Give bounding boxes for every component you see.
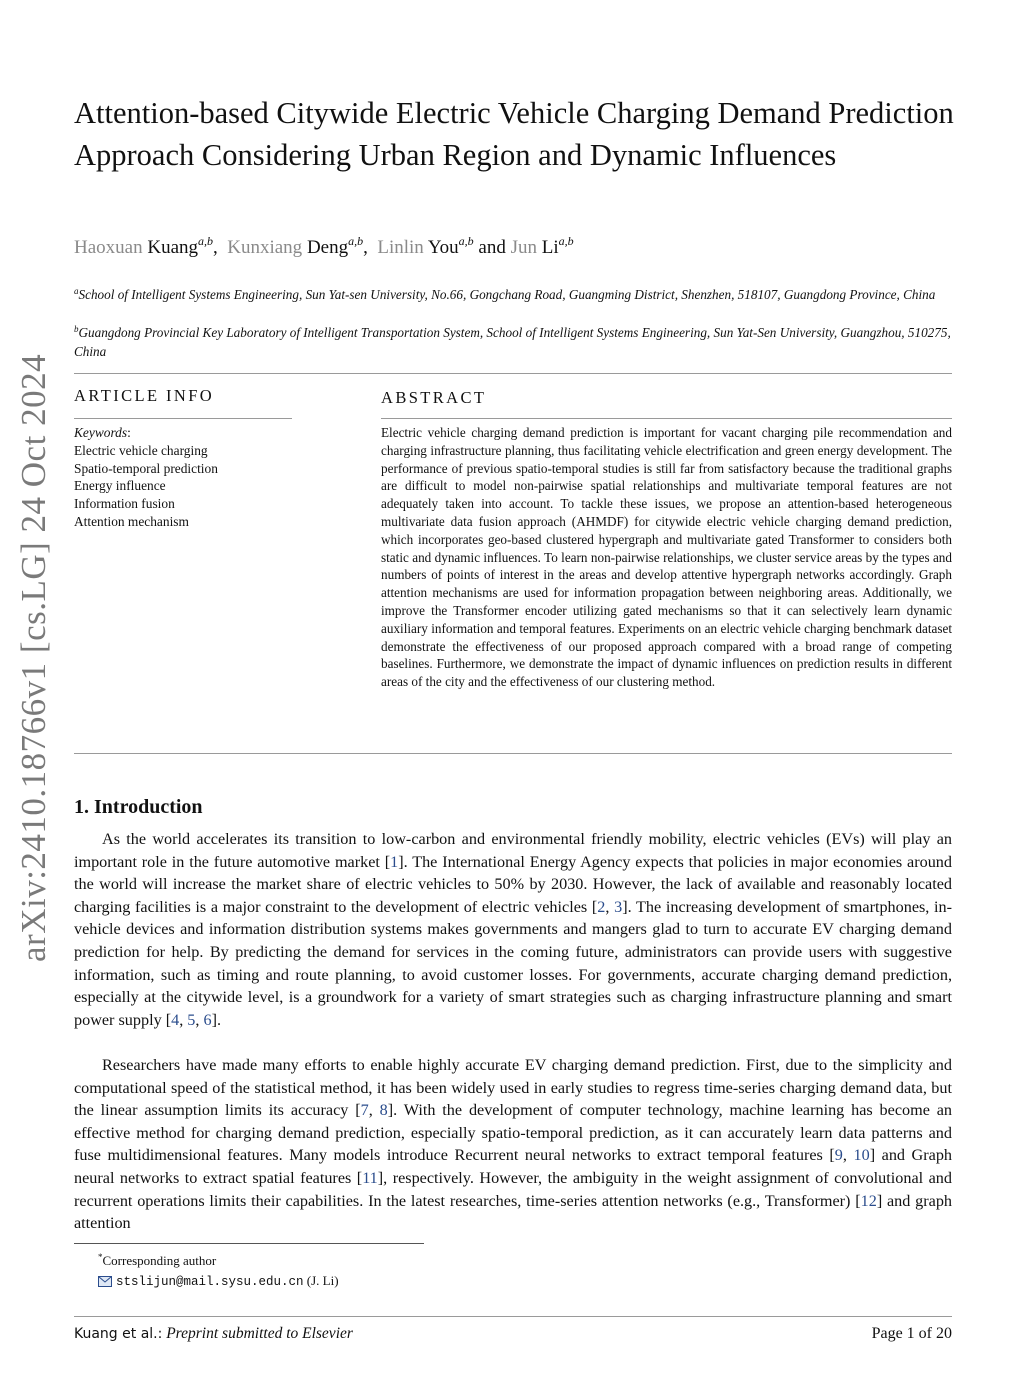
running-footer xyxy=(74,1325,353,1343)
keyword-item: Energy influence xyxy=(74,478,166,494)
affiliation-text: Guangdong Provincial Key Laboratory of Intelligent Transportation System, School of Intelligent Systems Engineering, Sun Yat-Sen University, Guangzhou, 510275, China xyxy=(74,325,951,359)
footer-authors: Kuang et al.: xyxy=(74,1326,163,1342)
citation-link[interactable]: 9 xyxy=(834,1146,843,1165)
citation-link[interactable]: 5 xyxy=(187,1010,196,1029)
author-3[interactable] xyxy=(377,234,474,258)
section-heading-introduction: 1. Introduction xyxy=(74,796,203,818)
citation-link[interactable]: 3 xyxy=(614,897,623,916)
author-family-name: Deng xyxy=(306,237,349,258)
intro-paragraph-2: Researchers have made many efforts to enable highly accurate EV charging demand prediction. First, due to the simplicity and computational speed of the statistical method, it has been widely used in early studies to regress time-series charging demand data, but the linear assumption limits its accuracy [7, 8]. With the development of computer technology, machine learning has become an effective method for charging demand prediction, especially spatio-temporal prediction, as it can accurately learn data patterns and fuse multidimensional features. Many models introduce Recurrent neural networks to extract temporal features [9, 10] and Graph neural networks to extract spatial features [11], respectively. However, the ambiguity in the weight assignment of convolutional and recurrent operations limits their capabilities. In the latest researches, time-series attention networks (e.g., Transformer) [12] and graph attention xyxy=(74,1056,953,1233)
corresponding-author-note xyxy=(98,1247,339,1271)
author-affiliation-mark: a,b xyxy=(348,234,364,248)
author-family-name: Li xyxy=(541,237,559,258)
footnote xyxy=(98,1247,339,1293)
author-4[interactable] xyxy=(510,234,574,258)
keywords-block xyxy=(74,424,218,531)
abstract-heading: ABSTRACT xyxy=(381,388,487,407)
affiliation-mark: b xyxy=(74,324,79,334)
envelope-icon xyxy=(98,1273,112,1293)
keyword-item: Attention mechanism xyxy=(74,513,189,529)
author-affiliation-mark: a,b xyxy=(458,234,474,248)
footnote-label: Corresponding author xyxy=(102,1253,217,1268)
citation-link[interactable]: 4 xyxy=(171,1010,180,1029)
citation-link[interactable]: 11 xyxy=(362,1168,378,1187)
abstract-body: Electric vehicle charging demand prediction is important for vacant charging pile recommendation and charging infrastructure planning, thus facilitating vehicle electrification and green energy development. The performance of previous spatio-temporal studies is still far from satisfactory because the traditional graphs are difficult to model non-pairwise spatial relationships and multivariate temporal features are not adequately taken into account. To tackle these issues, we propose an attention-based heterogeneous multivariate data fusion approach (AHMDF) for citywide electric vehicle charging demand prediction, which incorporates geo-based clustered hypergraph and multivariate gated Transformer to considers both static and dynamic influences. To learn non-pairwise relationships, we cluster service areas by the types and numbers of points of interest in the areas and develop attentive hypergraph networks accordingly. Graph attention mechanisms are used for information propagation between neighboring areas. Additionally, we improve the Transformer encoder utilizing gated mechanisms so that it can selectively learn dynamic auxiliary information and temporal features. Experiments on an electric vehicle charging benchmark dataset demonstrate the effectiveness of our proposed approach compared with a broad range of competing baselines. Furthermore, we demonstrate the impact of dynamic influences on prediction results in different areas of the city and the effectiveness of our clustering method. xyxy=(381,425,952,690)
header-divider xyxy=(74,373,952,374)
author-affiliation-mark: a,b xyxy=(198,234,213,248)
citation-link[interactable]: 8 xyxy=(379,1101,388,1120)
author-list: Haoxuan Kuang$^{a,b}$, Kunxiang Deng$^{a,b}$, Linlin You$^{a,b}$ and Jun Li$^{a,b}$ xyxy=(74,234,574,258)
keyword-item: Information fusion xyxy=(74,496,175,512)
author-given-name: Kunxiang xyxy=(227,237,303,258)
keywords-label: Keywords: xyxy=(74,425,131,440)
author-2[interactable] xyxy=(227,234,364,258)
footer-divider xyxy=(74,1316,952,1317)
author-family-name: You xyxy=(427,237,459,258)
paper-title: Attention-based Citywide Electric Vehicle Charging Demand Prediction Approach Considering Urban Region and Dynamic Influences xyxy=(74,96,954,172)
author-given-name: Jun xyxy=(510,237,538,258)
footer-venue: Preprint submitted to Elsevier xyxy=(166,1325,353,1342)
email-line xyxy=(98,1271,339,1293)
abstract-divider xyxy=(381,418,952,419)
author-family-name: Kuang xyxy=(147,237,198,258)
frontmatter-divider xyxy=(74,753,952,754)
footnote-mark: * xyxy=(98,1252,103,1262)
affiliation-text: School of Intelligent Systems Engineering, Sun Yat-sen University, No.66, Gongchang Road, Guangming District, Shenzhen, 518107, Guangdong Province, China xyxy=(78,287,936,302)
page-number: Page 1 of 20 xyxy=(871,1325,952,1342)
author-1[interactable] xyxy=(74,234,213,258)
author-affiliation-mark: a,b xyxy=(558,234,574,248)
arxiv-identifier-stamp: arXiv:2410.18766v1 [cs.LG] 24 Oct 2024 xyxy=(14,353,53,962)
article-info-heading: ARTICLE INFO xyxy=(74,386,215,405)
affiliation-b xyxy=(74,320,952,361)
footnote-divider xyxy=(74,1243,424,1244)
article-info-divider xyxy=(74,418,292,419)
citation-link[interactable]: 12 xyxy=(860,1191,877,1210)
keyword-item: Electric vehicle charging xyxy=(74,442,208,458)
citation-link[interactable]: 6 xyxy=(203,1010,212,1029)
citation-link[interactable]: 2 xyxy=(597,897,606,916)
author-joiner: and xyxy=(478,237,506,258)
affiliation-a xyxy=(74,282,952,304)
citation-link[interactable]: 1 xyxy=(390,852,399,871)
author-given-name: Linlin xyxy=(377,237,424,258)
keyword-item: Spatio-temporal prediction xyxy=(74,460,218,476)
citation-link[interactable]: 10 xyxy=(853,1146,870,1165)
intro-paragraph-1: As the world accelerates its transition to low-carbon and environmental friendly mobility, electric vehicles (EVs) will play an important role in the future automotive market [1]. The International Energy Agency expects that policies in major economies around the world will increase the market share of electric vehicles to 50% by 2030. However, the lack of available and reasonably located charging facilities is a major constraint to the development of electric vehicles [2, 3]. The increasing development of smartphones, in-vehicle devices and information distribution systems makes governments and mangers glad to turn to accurate EV charging demand prediction for help. By predicting the demand for services in the coming future, administrators can provide users with suggestive information, such as timing and route planning, to avoid customer losses. For governments, accurate charging demand prediction, especially at the citywide level, is a groundwork for a variety of smart strategies such as charging infrastructure planning and smart power supply [4, 5, 6]. xyxy=(74,830,953,1029)
author-given-name: Haoxuan xyxy=(74,237,143,258)
affiliation-mark: a xyxy=(74,286,79,296)
email-suffix: (J. Li) xyxy=(306,1273,339,1288)
citation-link[interactable]: 7 xyxy=(360,1101,369,1120)
email-link[interactable]: stslijun@mail.sysu.edu.cn xyxy=(116,1275,304,1289)
